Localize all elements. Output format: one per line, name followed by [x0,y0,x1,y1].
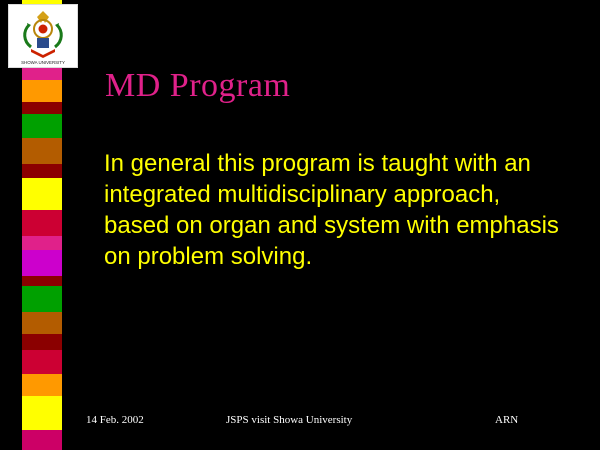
stripe-band [22,164,62,178]
svg-text:SHOWA UNIVERSITY: SHOWA UNIVERSITY [21,60,65,65]
stripe-band [22,396,62,430]
stripe-band [22,250,62,276]
stripe-band [22,178,62,210]
stripe-band [22,374,62,396]
stripe-band [22,236,62,250]
footer-author-initials: ARN [495,414,519,426]
footer-event-title: JSPS visit Showa University [226,414,353,426]
slide-title: MD Program [105,67,291,104]
university-crest-emblem [8,4,78,68]
stripe-band [22,138,62,164]
stripe-band [22,210,62,236]
stripe-band [22,276,62,286]
stripe-band [22,286,62,312]
footer-date: 14 Feb. 2002 [86,414,144,426]
stripe-band [22,102,62,114]
stripe-band [22,350,62,374]
stripe-band [22,430,62,450]
stripe-band [22,80,62,102]
stripe-band [22,114,62,138]
stripe-band [22,334,62,350]
stripe-band [22,312,62,334]
slide-body-text: In general this program is taught with an integrated multidisciplinary approach, based on organ and system with emphasis on problem solving. [104,150,559,270]
